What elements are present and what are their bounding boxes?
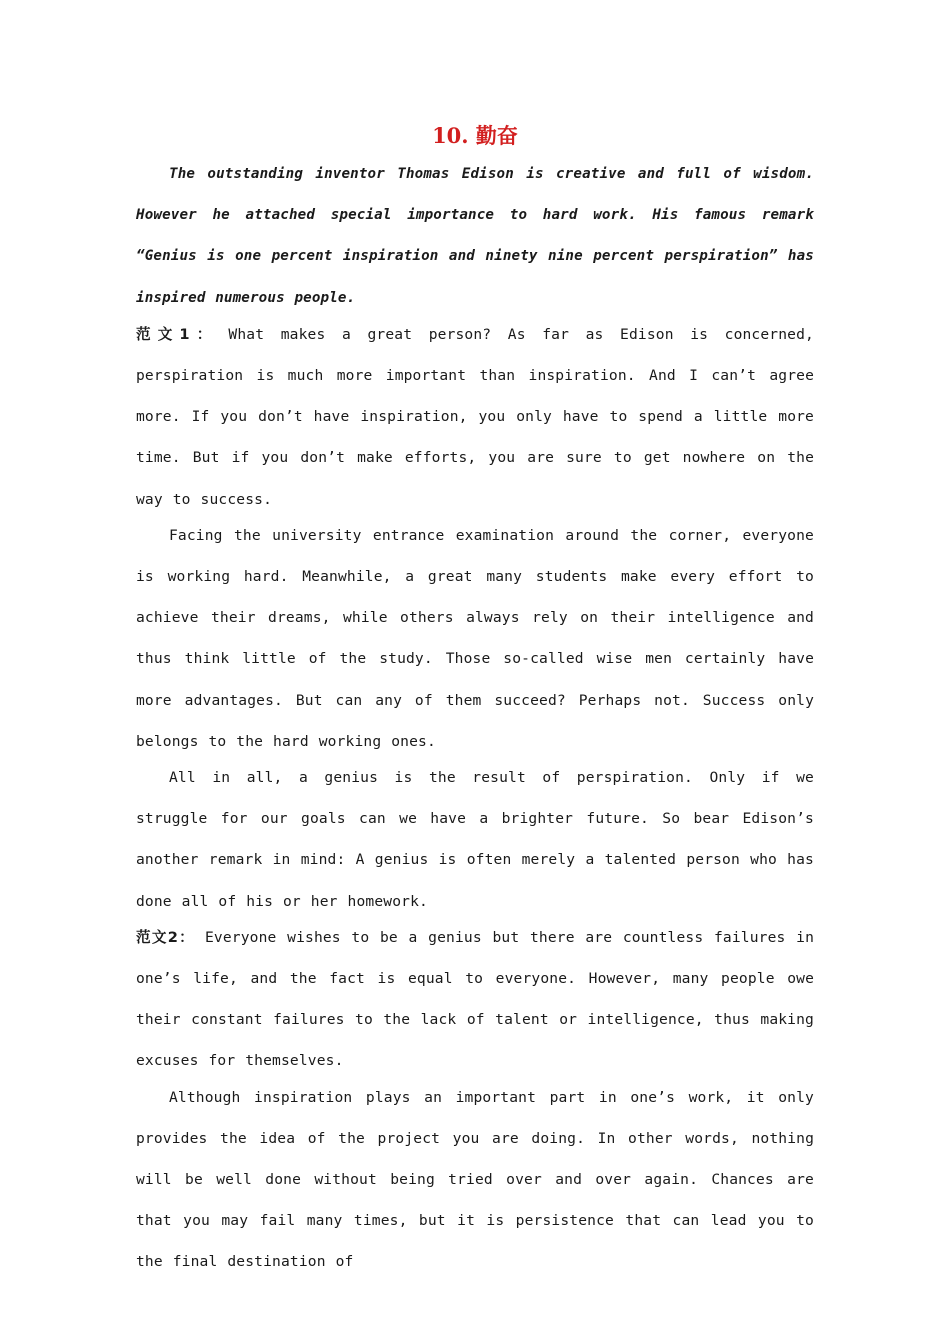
essay2-p1-text: Everyone wishes to be a genius but there are countless failures in one’s life, and the fact is equal to everyone. However, many people owe their constant failures to the lack of talent or intelligence, thus making excuses for themselves. — [136, 928, 815, 1070]
document-title: 10. 勤奋 — [432, 123, 518, 148]
intro-paragraph: The outstanding inventor Thomas Edison is creative and full of wisdom. However he attached special importance to hard work. His famous remark “Genius is one percent inspiration and ninety nine percent perspiration” has inspired numerous people. — [136, 166, 814, 306]
essay1-paragraph-3: All in all, a genius is the result of perspiration. Only if we struggle for our goals can we have a brighter future. So bear Edison’s another remark in mind: A genius is often merely a talented person who has done all of his or her homework. — [136, 769, 814, 910]
essay1-paragraph-1 — [136, 314, 814, 520]
essay2-paragraph-2: Although inspiration plays an important part in one’s work, it only provides the idea of the project you are doing. In other words, nothing will be well done without being tried over and over again. Chances are that you may fail many times, but it is persistence that can lead you to the final destination of — [136, 1088, 814, 1271]
essay2-label: 范文2： — [136, 928, 195, 946]
document-page — [136, 118, 814, 1283]
essay1-label: 范文1： — [136, 325, 219, 343]
essay2-paragraph-1 — [136, 917, 814, 1082]
essay1-paragraph-2: Facing the university entrance examination around the corner, everyone is working hard. Meanwhile, a great many students make every effort to achieve their dreams, while others always rely on their intelligence and thus think little of the study. Those so-called wise men certainly have more advantages. But can any of them succeed? Perhaps not. Success only belongs to the hard working ones. — [136, 526, 814, 750]
essay1-p1-text: What makes a great person? As far as Edison is concerned, perspiration is much more important than inspiration. And I can’t agree more. If you don’t have inspiration, you only have to spend a little more time. But if you don’t make efforts, you are sure to get nowhere on the way to success. — [136, 325, 814, 508]
